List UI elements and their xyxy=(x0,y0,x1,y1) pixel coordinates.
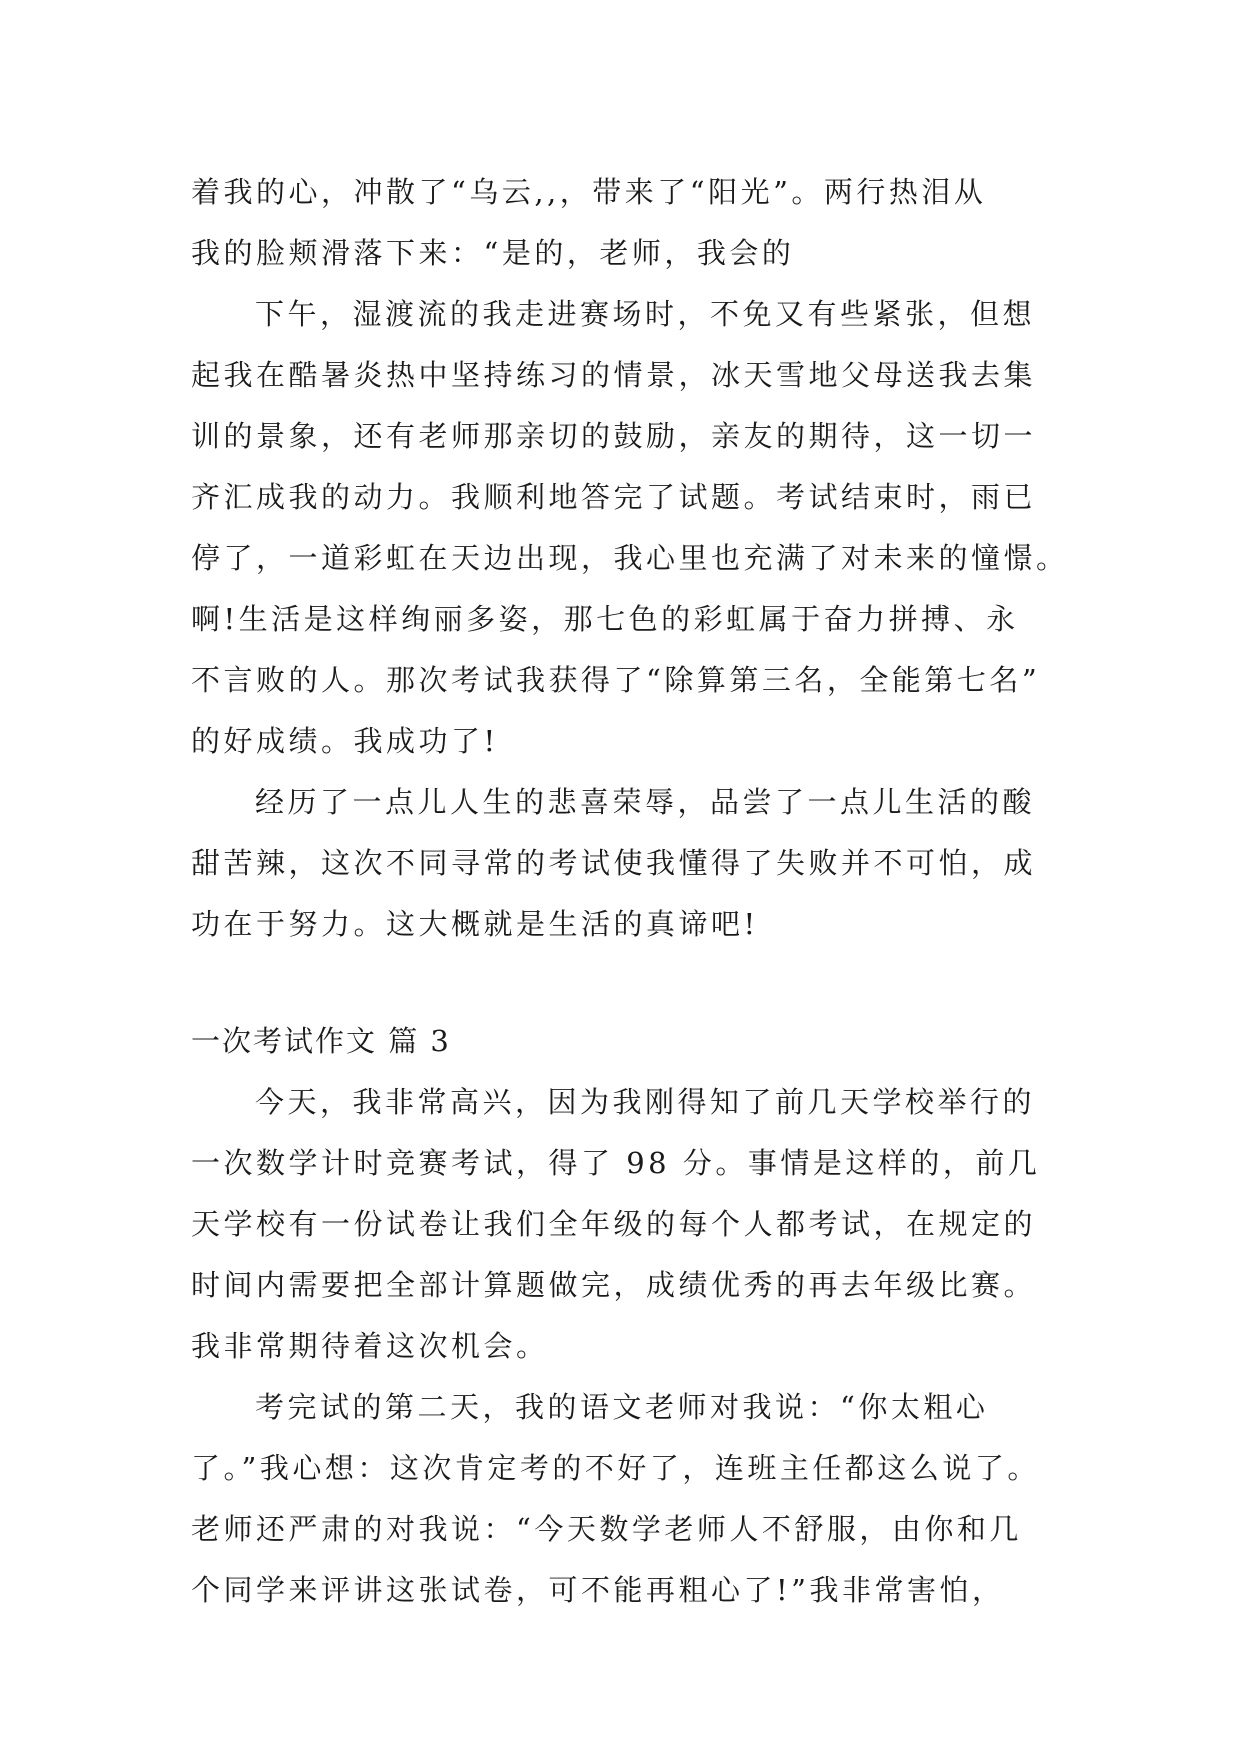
section-gap xyxy=(191,955,1051,1011)
text-line: 功在于努力。这大概就是生活的真谛吧! xyxy=(191,907,759,941)
text-line: 停了，一道彩虹在天边出现，我心里也充满了对未来的憧憬。 xyxy=(191,541,1069,575)
text-line: 我非常期待着这次机会。 xyxy=(191,1329,549,1363)
document-body xyxy=(191,162,1069,1621)
text-line: 训的景象，还有老师那亲切的鼓励，亲友的期待，这一切一 xyxy=(191,419,1037,453)
text-line: 齐汇成我的动力。我顺利地答完了试题。考试结束时，雨已 xyxy=(191,480,1037,514)
paragraph xyxy=(191,1072,1051,1377)
text-line: 考完试的第二天，我的语文老师对我说：“你太粗心 xyxy=(255,1390,989,1424)
text-line: 下午，湿渡流的我走进赛场时，不免又有些紧张，但想 xyxy=(255,297,1036,331)
text-line: 一次数学计时竞赛考试，得了 98 分。事情是这样的，前几 xyxy=(191,1146,1041,1180)
paragraph xyxy=(191,162,1051,284)
text-line: 着我的心，冲散了“乌云,,，带来了“阳光”。两行热泪从 xyxy=(191,175,987,209)
section-heading: 一次考试作文 篇 3 xyxy=(191,1024,451,1058)
text-line: 起我在酷暑炎热中坚持练习的情景，冰天雪地父母送我去集 xyxy=(191,358,1037,392)
text-line: 今天，我非常高兴，因为我刚得知了前几天学校举行的 xyxy=(255,1085,1036,1119)
text-line: 老师还严肃的对我说：“今天数学老师人不舒服，由你和几 xyxy=(191,1512,1022,1546)
text-line: 啊!生活是这样绚丽多姿，那七色的彩虹属于奋力拼搏、永 xyxy=(191,602,1019,636)
paragraph xyxy=(191,772,1051,955)
text-line: 时间内需要把全部计算题做完，成绩优秀的再去年级比赛。 xyxy=(191,1268,1037,1302)
text-line: 甜苦辣，这次不同寻常的考试使我懂得了失败并不可怕，成 xyxy=(191,846,1037,880)
paragraph xyxy=(191,284,1069,772)
text-line: 的好成绩。我成功了! xyxy=(191,724,499,758)
text-line: 我的脸颊滑落下来：“是的，老师，我会的 xyxy=(191,236,795,270)
text-line: 经历了一点儿人生的悲喜荣辱，品尝了一点儿生活的酸 xyxy=(255,785,1036,819)
text-line: 个同学来评讲这张试卷，可不能再粗心了!”我非常害怕， xyxy=(191,1573,1005,1607)
text-line: 不言败的人。那次考试我获得了“除算第三名，全能第七名” xyxy=(191,663,1041,697)
paragraph xyxy=(191,1377,1051,1621)
text-line: 天学校有一份试卷让我们全年级的每个人都考试，在规定的 xyxy=(191,1207,1037,1241)
text-line: 了。”我心想：这次肯定考的不好了，连班主任都这么说了。 xyxy=(191,1451,1040,1485)
